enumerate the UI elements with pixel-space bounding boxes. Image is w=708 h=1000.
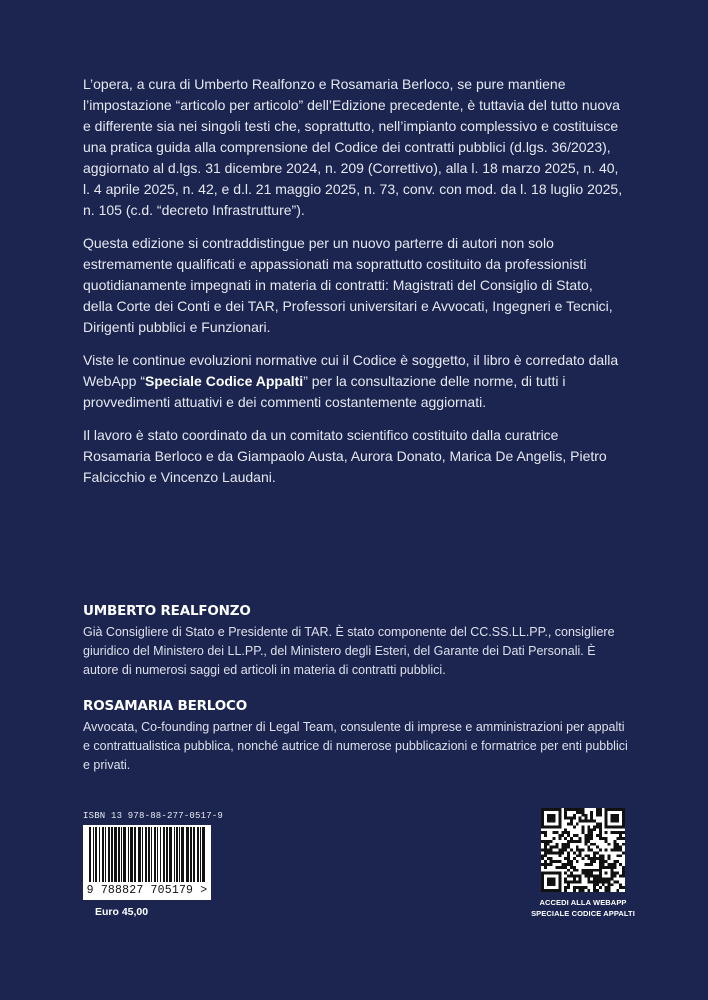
author-bio: Avvocata, Co-founding partner di Legal Team, consulente di imprese e amministrazioni per appalti e contrattualistica pubblica, nonché autrice di numerose pubblicazioni e formatrice per enti pubblici e privati.	[83, 720, 628, 772]
author-name: ROSAMARIA BERLOCO	[83, 698, 247, 714]
author-block-berloco	[83, 697, 628, 775]
barcode	[83, 825, 211, 900]
description-text	[83, 74, 623, 500]
barcode-digits: 9 788827 705179 >	[83, 882, 211, 900]
qr-caption-line-1: ACCEDI ALLA WEBAPP	[539, 898, 627, 907]
author-block-realfonzo	[83, 602, 628, 680]
author-name: UMBERTO REALFONZO	[83, 603, 251, 619]
author-bio: Già Consigliere di Stato e Presidente di TAR. È stato componente del CC.SS.LL.PP., consigliere giuridico del Ministero dei LL.PP., del Ministero degli Esteri, del Garante dei Dati Personali. È autore di numerosi saggi ed articoli in materia di contratti pubblici.	[83, 625, 615, 677]
qr-code[interactable]	[541, 808, 625, 892]
qr-code-icon	[541, 808, 625, 892]
intro-paragraph-3-start: Viste le continue evoluzioni normative cui il Codice è soggetto, il libro è corredato dalla WebApp “	[83, 352, 619, 389]
qr-caption-line-2: SPECIALE CODICE APPALTI	[531, 909, 635, 918]
intro-paragraph-3	[83, 350, 623, 413]
intro-paragraph-3-end: ” per la consultazione delle norme, di tutti i provvedimenti attuativi e dei commenti costantemente aggiornati.	[83, 373, 566, 410]
intro-paragraph-1: L’opera, a cura di Umberto Realfonzo e Rosamaria Berloco, se pure mantiene l’impostazione “articolo per articolo” dell’Edizione precedente, è tuttavia del tutto nuova e differente sia nei singoli testi che, soprattutto, nell’impianto complessivo e costituisce una pratica guida alla comprensione del Codice dei contratti pubblici (d.lgs. 36/2023), aggiornato al d.lgs. 31 dicembre 2024, n. 209 (Correttivo), alla l. 18 marzo 2025, n. 40, l. 4 aprile 2025, n. 42, e d.l. 21 maggio 2025, n. 73, conv. con mod. da l. 18 luglio 2025, n. 105 (c.d. “decreto Infrastrutture”).	[83, 76, 623, 218]
webapp-name: Speciale Codice Appalti	[145, 373, 304, 389]
qr-caption	[510, 897, 656, 919]
intro-paragraph-4: Il lavoro è stato coordinato da un comitato scientifico costituito dalla curatrice Rosamaria Berloco e da Giampaolo Austa, Aurora Donato, Marica De Angelis, Pietro Falcicchio e Vincenzo Laudani.	[83, 427, 607, 485]
barcode-bars	[83, 825, 211, 885]
isbn-label: ISBN 13 978-88-277-0517-9	[83, 811, 224, 821]
price: Euro 45,00	[95, 906, 149, 918]
intro-paragraph-2: Questa edizione si contraddistingue per un nuovo parterre di autori non solo estremamente qualificati e appassionati ma soprattutto costituito da professionisti quotidianamente impegnati in materia di contratti: Magistrati del Consiglio di Stato, della Corte dei Conti e dei TAR, Professori universitari e Avvocati, Ingegneri e Tecnici, Dirigenti pubblici e Funzionari.	[83, 235, 613, 335]
